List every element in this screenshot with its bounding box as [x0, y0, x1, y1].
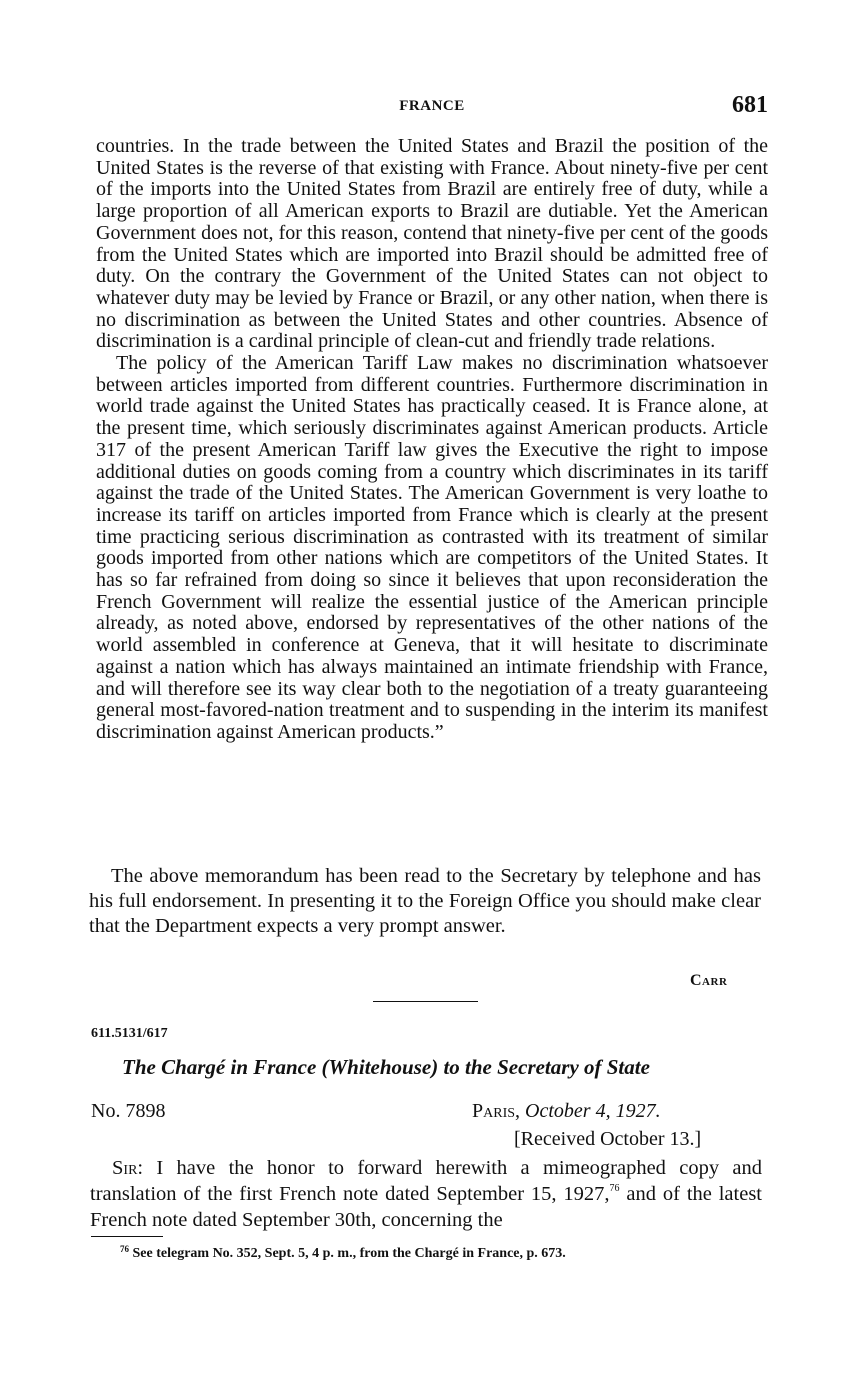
place: Paris,: [472, 1100, 521, 1122]
memorandum-text: [96, 136, 768, 744]
memorandum-paragraph: countries. In the trade between the United States and Brazil the position of the United States is the reverse of that existing with France. About ninety-five per cent of the imports into the United States from Brazil are entirely free of duty, while a large proportion of all American exports to Brazil are dutiable. Yet the American Government does not, for this reason, contend that ninety-five per cent of the goods from the United States which are imported into Brazil should be admitted free of duty. On the contrary the Government of the United States can not object to whatever duty may be levied by France or Brazil, or any other nation, when there is no discrimination as between the United States and other countries. Absence of discrimination is a cardinal principle of clean-cut and friendly trade relations.: [96, 135, 768, 353]
footnote-text: See telegram No. 352, Sept. 5, 4 p. m., from the Chargé in France, p. 673.: [132, 1246, 566, 1261]
letter-body-text: and of the latest French note dated September 30th, concerning the: [90, 1183, 762, 1231]
document-heading: The Chargé in France (Whitehouse) to the Secretary of State: [122, 1055, 650, 1079]
footnote-rule: [91, 1236, 163, 1237]
footnote-marker: 76: [120, 1244, 129, 1254]
letter-body-text: I have the honor to forward herewith a mimeographed copy and translation of the first French note dated September 15, 1927,: [90, 1157, 762, 1205]
letter-body: [90, 1155, 762, 1233]
date: October 4, 1927.: [525, 1100, 661, 1122]
footnote-reference: 76: [609, 1183, 620, 1194]
running-title: FRANCE: [399, 98, 465, 114]
salutation: Sir:: [112, 1157, 144, 1179]
file-number: 611.5131/617: [91, 1026, 168, 1041]
section-divider: [373, 1001, 478, 1002]
received-date: [Received October 13.]: [514, 1128, 702, 1150]
footnote: [120, 1244, 566, 1262]
running-header: [96, 92, 768, 122]
signature: Carr: [690, 972, 728, 989]
document-number: No. 7898: [91, 1100, 166, 1122]
page-number: 681: [732, 92, 768, 118]
memorandum-paragraph: The policy of the American Tariff Law makes no discrimination whatsoever between articles imported from different countries. Furthermore discrimination in world trade against the United States has practically ceased. It is France alone, at the present time, which seriously discriminates against American products. Article 317 of the present American Tariff law gives the Executive the right to impose additional duties on goods coming from a country which discriminates in its tariff against the trade of the United States. The American Government is very loathe to increase its tariff on articles imported from France which is clearly at the present time practicing serious discrimination as contrasted with its treatment of similar goods imported from other nations which are competitors of the United States. It has so far refrained from doing so since it believes that upon reconsideration the French Government will realize the essential justice of the American principle already, as noted above, endorsed by representatives of the other nations of the world assembled in conference at Geneva, that it will hesitate to discriminate against a nation which has always maintained an intimate friendship with France, and will therefore see its way clear both to the negotiation of a treaty guaranteeing general most-favored-nation treatment and to suspending in the interim its manifest discrimination against American products.”: [96, 352, 768, 743]
place-date-line: [472, 1100, 661, 1123]
instruction-paragraph: The above memorandum has been read to the Secretary by telephone and has his full endorsement. In presenting it to the Foreign Office you should make clear that the Department expects a very prompt answer.: [89, 865, 761, 937]
